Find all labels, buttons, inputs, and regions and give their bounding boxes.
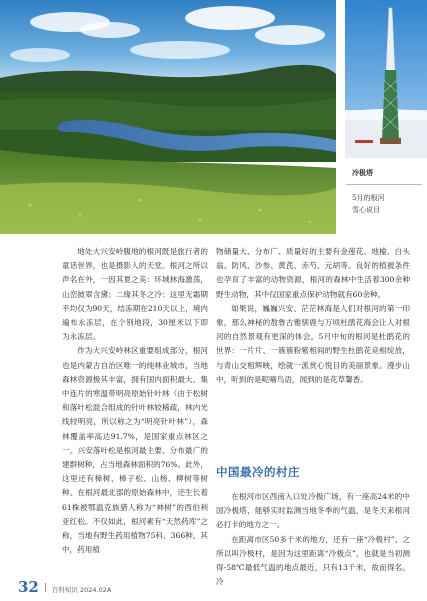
paragraph: 作为大兴安岭林区重要组成部分，根河也是内蒙古自治区唯一的纯林业城市，当地森林资源极其丰富，拥有国内面积最大、集中连片的寒温带明亮原始针叶林（由于松树和落叶松混合组成的针叶林较稀疏，林内光线较明亮，所以称之为“明亮针叶林”），森林覆盖率高达91.7%，是国家重点林区之一。兴安落叶松是根河最主要、分布最广的建群树种，占当地森林面积的76%。此外，这里还有樟树、樟子松、山杨、柳树等树种。在根河最北部的原始森林中，还生长着61株被鄂温克族猎人称为“神树”的西伯利亚红松。不仅如此，根河素有“天然药库”之称，当地有野生药用植物75科、366种，其中，药用植 (62, 346, 208, 555)
main-photo-caption-line1: 5月的根河 (352, 194, 385, 202)
page-footer (18, 578, 218, 594)
right-text-column (216, 245, 410, 387)
section-heading: 中国最冷的村庄 (216, 465, 300, 479)
paragraph: 如果说，巍巍兴安、茫茫林海是人们对根河的第一印象，那么神秘的敖鲁古雅驯鹿与万顷杜鹃花海会让人对根河的自然景观有更深的体会。5月中旬的根河是杜鹃花的世界：一片片、一簇簇粉紫相间的野生杜鹃花竞相绽放，与青山交相辉映，绘就一派赏心悦目的美丽景象。漫步山中，听到的是呢喃鸟语，闻到的是花草馨香。 (216, 303, 410, 384)
right-text-column-lower (216, 490, 410, 589)
magazine-name: 百科知识 2024.02A (51, 586, 112, 594)
paragraph: 在距离市区50多千米的地方，还有一座“冷极村”。之所以叫冷极村，是因为这里距离“冷极点”，也就是当初测得-58℃最低气温的地点最近，只有13千米，故而得名。冷 (216, 534, 410, 587)
page-number: 32 (18, 578, 39, 596)
main-photo-caption-line2: 雪心说目 (352, 206, 380, 214)
paragraph: 物储量大、分布广、质量好的主要有金莲花、地榆、白头翁、防风、沙参、黄芪、赤芍、元胡等。良好的植被条件也孕育了丰富的动物资源，根河的森林中生活着300余种野生动物，其中仅国家重点保护动物就有60余种。 (216, 247, 410, 299)
paragraph: 在根河市区西南入口处冷极广场，有一座高24米的中国冷极塔，能够实时监测当地冬季的气温，是冬天来根河必打卡的地方之一。 (216, 492, 410, 530)
paragraph: 地处大兴安岭腹地的根河既是旅行者的童话世界，也是摄影人的天堂。根河之所以声名在外，一因其夏之美：环城林海激荡，山峦披翠含黛；二缘其冬之冷：这里无霜期平均仅为90天，结冻期在210天以上，境内遍布永冻层，在个别地段，30厘米以下即为永冻层。 (62, 247, 208, 342)
landscape-photo-icon (0, 0, 336, 234)
tower-icon (345, 0, 427, 158)
hero-landscape-photo (0, 0, 336, 234)
footer-divider (45, 583, 46, 592)
side-photo-caption-title: 冷极塔 (352, 168, 373, 177)
caption-divider (346, 184, 422, 185)
left-text-column (62, 245, 208, 557)
cold-pole-tower-photo (345, 0, 427, 158)
